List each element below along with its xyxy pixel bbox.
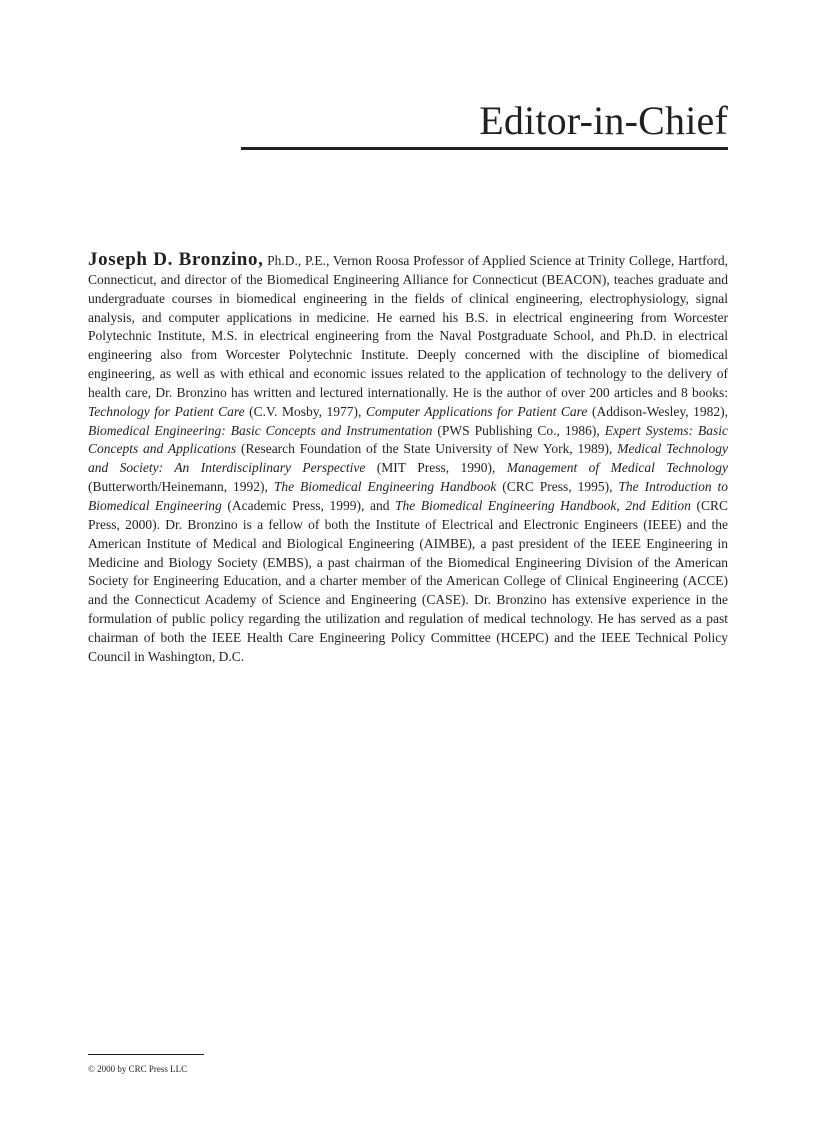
editor-bio bbox=[88, 251, 728, 667]
book-title: Computer Applications for Patient Care bbox=[365, 403, 588, 419]
book-title: Biomedical Engineering: Basic Concepts and Instrumentation bbox=[88, 422, 433, 438]
editor-name: Joseph D. Bronzino, bbox=[88, 249, 264, 270]
bio-text: (Academic Press, 1999), and bbox=[221, 497, 396, 513]
bio-text: (CRC Press, 1995), bbox=[496, 479, 619, 495]
bio-text: (PWS Publishing Co., 1986), bbox=[432, 422, 605, 438]
bio-text: (Butterworth/Heinemann, 1992), bbox=[88, 479, 274, 495]
book-title: The Biomedical Engineering Handbook bbox=[273, 479, 497, 495]
book-title: The Introduction to Biomedical Engineering bbox=[88, 479, 729, 513]
bio-text: (Addison-Wesley, 1982), bbox=[587, 403, 729, 419]
bio-text: Ph.D., P.E., Vernon Roosa Professor of Applied Science at Trinity College, Hartford, Connecticut, and director of the Biomedical Engineering Alliance for Connecticut (BEACON), teaches graduate and undergraduate courses in biomedical engineering in the fields of clinical engineering, electrophysiology, signal analysis, and computer applications in medicine. He earned his B.S. in electrical engineering from Worcester Polytechnic Institute, M.S. in electrical engineering from the Naval Postgraduate School, and Ph.D. in electrical engineering also from Worcester Polytechnic Institute. Deeply concerned with the discipline of biomedical engineering, as well as with ethical and economic issues related to the application of technology to the delivery of health care, Dr. Bronzino has written and lectured internationally. He is the author of over 200 articles and 8 books: bbox=[88, 253, 728, 400]
book-title: Expert Systems: Basic Concepts and Applications bbox=[88, 422, 728, 457]
page-title: Editor-in-Chief bbox=[479, 98, 728, 143]
copyright-notice: © 2000 by CRC Press LLC bbox=[88, 1064, 188, 1074]
title-rule bbox=[241, 147, 728, 150]
bio-text: (MIT Press, 1990), bbox=[365, 460, 507, 476]
book-title: Management of Medical Technology bbox=[506, 460, 728, 476]
book-title: Technology for Patient Care bbox=[88, 403, 245, 419]
footer-rule bbox=[88, 1054, 204, 1055]
book-title: Medical Technology and Society: An Interdisciplinary Perspective bbox=[88, 441, 728, 476]
bio-text: (C.V. Mosby, 1977), bbox=[244, 403, 366, 419]
book-title: The Biomedical Engineering Handbook, 2nd Edition bbox=[395, 497, 691, 513]
bio-text: (Research Foundation of the State University of New York, 1989), bbox=[236, 441, 618, 457]
bio-text: (CRC Press, 2000). Dr. Bronzino is a fellow of both the Institute of Electrical and Electronic Engineers (IEEE) and the American Institute of Medical and Biological Engineering (AIMBE), a past president of the IEEE Engineering in Medicine and Biology Society (EMBS), a past chairman of the Biomedical Engineering Division of the American Society for Engineering Education, and a charter member of the American College of Clinical Engineering (ACCE) and the Connecticut Academy of Science and Engineering (CASE). Dr. Bronzino has extensive experience in the formulation of public policy regarding the utilization and regulation of medical technology. He has served as a past chairman of both the IEEE Health Care Engineering Policy Committee (HCEPC) and the IEEE Technical Policy Council in Washington, D.C. bbox=[88, 497, 728, 664]
